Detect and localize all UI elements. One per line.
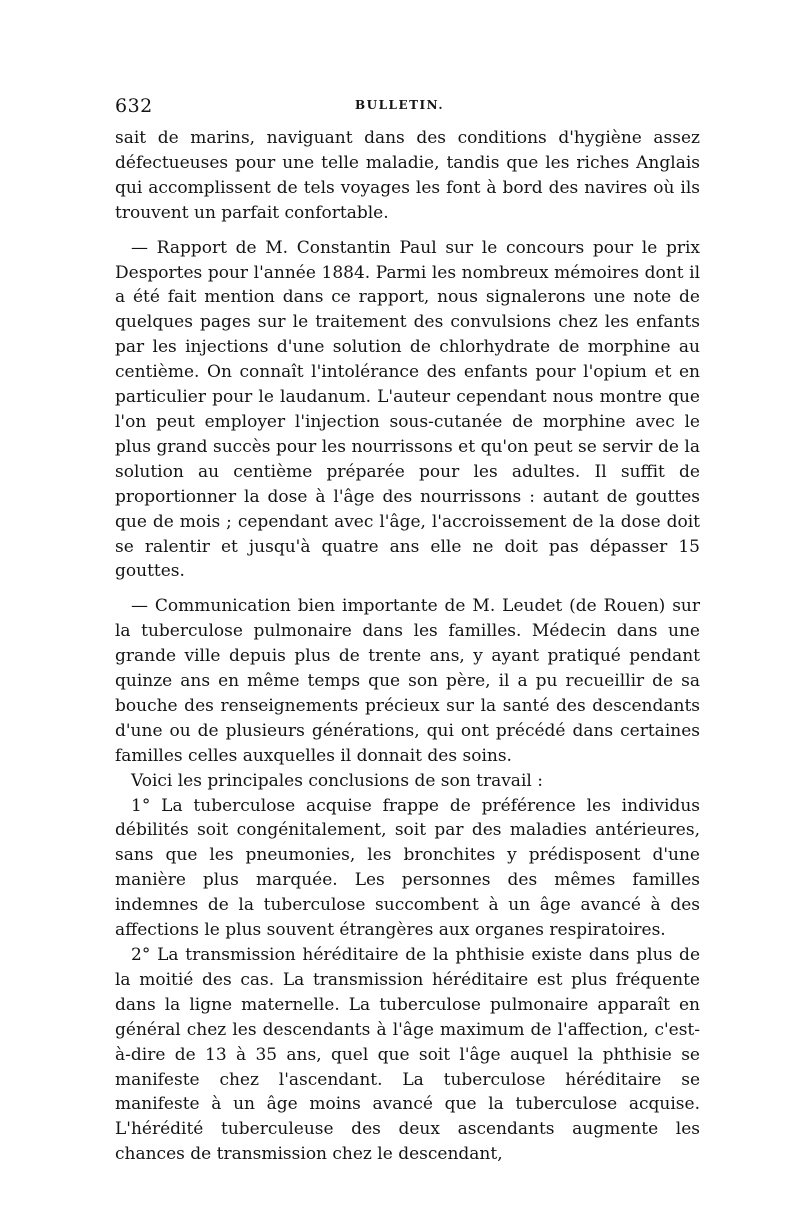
- running-head: [115, 95, 700, 119]
- body-text: [115, 126, 700, 1167]
- paragraph-conclusions-intro: Voici les principales conclusions de son travail :: [131, 770, 543, 791]
- paragraph-rapport-constantin-paul: — Rapport de M. Constantin Paul sur le concours pour le prix Desportes pour l'année 1884. Parmi les nombreux mémoires dont il a été fait mention dans ce rapport, nous signalerons une note de quelques pages sur le traitement des convulsions chez les enfants par les injections d'une solution de chlorhydrate de morphine au centième. On connaît l'intolérance des enfants pour l'opium et en particulier pour le laudanum. L'auteur cependant nous montre que l'on peut employer l'injection sous-cutanée de morphine avec le plus grand succès pour les nourrissons et qu'on peut se servir de la solution au centième préparée pour les adultes. Il suffit de proportionner la dose à l'âge des nourrissons : autant de gouttes que de mois ; cependant avec l'âge, l'accroissement de la dose doit se ralentir et jusqu'à quatre ans elle ne doit pas dépasser 15 gouttes.: [115, 237, 700, 582]
- paragraph-conclusion-1: 1° La tuberculose acquise frappe de préférence les individus débilités soit congénitalement, soit par des maladies antérieures, sans que les pneumonies, les bronchites y prédisposent d'une manière plus marquée. Les personnes des mêmes familles indemnes de la tuberculose succombent à un âge avancé à des affections le plus souvent étrangères aux organes respiratoires.: [115, 795, 700, 941]
- page-number: 632: [115, 95, 153, 117]
- paragraph-conclusion-2: 2° La transmission héréditaire de la phthisie existe dans plus de la moitié des cas. La transmission héréditaire est plus fréquente dans la ligne maternelle. La tuberculose pulmonaire apparaît en général chez les descendants à l'âge maximum de l'affection, c'est-à-dire de 13 à 35 ans, quel que soit l'âge auquel la phthisie se manifeste chez l'ascendant. La tuberculose héréditaire se manifeste à un âge moins avancé que la tuberculose acquise. L'hérédité tuberculeuse des deux ascendants augmente les chances de transmission chez le descendant,: [115, 945, 700, 1165]
- paragraph-continuation: sait de marins, naviguant dans des conditions d'hygiène assez défectueuses pour une telle maladie, tandis que les riches Anglais qui accomplissent de tels voyages les font à bord des navires où ils trouvent un parfait confortable.: [115, 128, 700, 223]
- running-title: BULLETIN.: [355, 98, 445, 112]
- paragraph-communication-leudet: — Communication bien importante de M. Leudet (de Rouen) sur la tuberculose pulmonaire dans les familles. Médecin dans une grande ville depuis plus de trente ans, y ayant pratiqué pendant quinze ans en même temps que son père, il a pu recueillir de sa bouche des renseignements précieux sur la santé des descendants d'une ou de plusieurs générations, qui ont précédé dans certaines familles celles auxquelles il donnait des soins.: [115, 596, 700, 766]
